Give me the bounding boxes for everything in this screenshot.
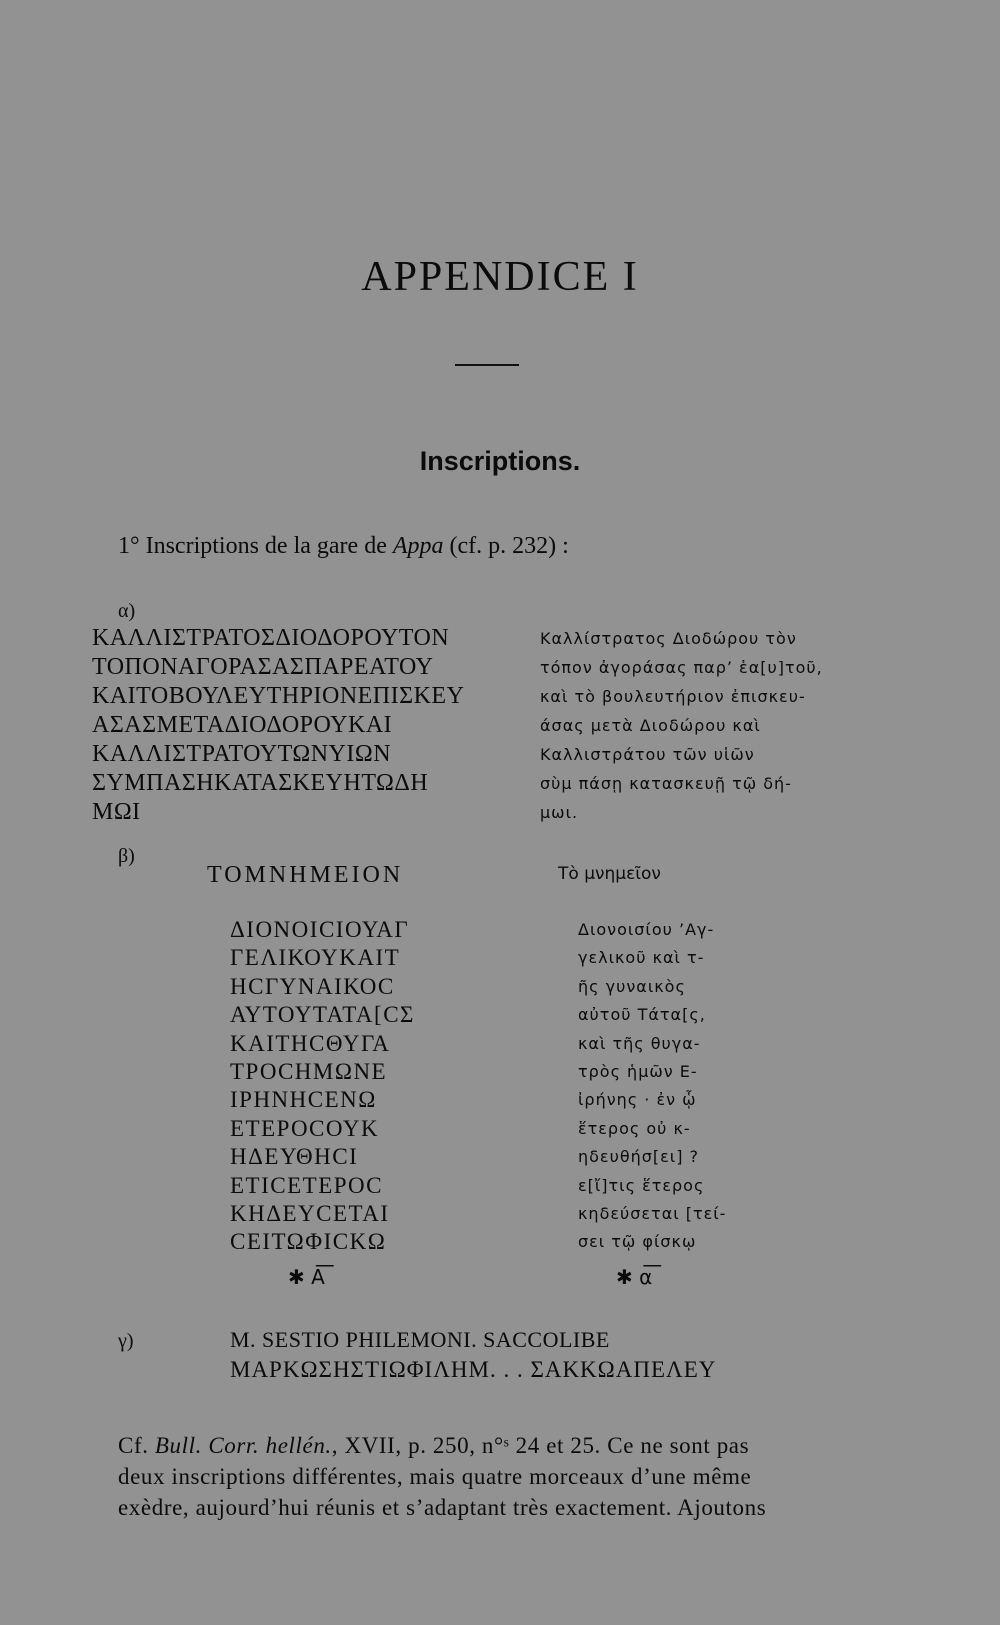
uncial-line: ΚΑΙΤΟΒΟΥΛΕΥΤΗΡΙΟΝΕΠΙΣΚΕΥ bbox=[92, 683, 465, 709]
uncial-line: ΑΣΑΣΜΕΤΑΔΙΟΔΟΡΟΥΚΑΙ bbox=[92, 712, 393, 738]
transcription-line: ἰρήνης · ἐν ᾧ bbox=[578, 1090, 697, 1110]
journal-title: Bull. Corr. hellén. bbox=[154, 1433, 332, 1458]
alpha-uncial-text bbox=[92, 624, 464, 827]
commentary-line-1 bbox=[118, 1430, 885, 1461]
uncial-line: ΓΕΛΙΚΟΥΚΑΙΤ bbox=[230, 945, 401, 971]
transcription-line: Καλλίστρατος Διοδώρου τὸν bbox=[540, 629, 797, 648]
beta-label: β) bbox=[118, 845, 135, 867]
transcription-line: Διονοισίου ’Αγ- bbox=[578, 920, 715, 939]
uncial-line: ΚΗΔΕΥϹΕΤΑΙ bbox=[230, 1200, 390, 1226]
transcription-line: ε[ἴ]τις ἕτερος bbox=[578, 1175, 705, 1195]
beta-heading: ΤΟΜΝΗΜΕΙΟΝ bbox=[207, 862, 404, 888]
beta-footer-transcription: ✱ α͞ bbox=[616, 1265, 653, 1289]
transcription-line: καὶ τῆς θυγα- bbox=[578, 1033, 701, 1053]
uncial-line: ΔΙΟΝΟΙϹΙΟΥΑΓ bbox=[230, 917, 410, 942]
transcription-line: τόπον ἀγοράσας παρ’ ἑα[υ]τοῦ, bbox=[540, 658, 823, 677]
transcription-line: τρὸς ἡμῶν Ε- bbox=[578, 1061, 698, 1081]
uncial-line: ΤΡΟϹΗΜΩΝΕ bbox=[230, 1058, 388, 1084]
uncial-line: ΣΥΜΠΑΣΗΚΑΤΑΣΚΕΥΗΤΩΔΗ bbox=[92, 770, 429, 796]
transcription-line: ἕτερος οὐ κ- bbox=[578, 1118, 691, 1138]
transcription-line: μωι. bbox=[540, 803, 579, 822]
commentary-line-3: exèdre, aujourd’hui réunis et s’adaptant très exactement. Ajoutons bbox=[118, 1495, 767, 1520]
commentary-paragraph bbox=[118, 1430, 885, 1523]
transcription-line: γελικοῦ καὶ τ- bbox=[578, 948, 705, 968]
uncial-line: ΙΡΗΝΗϹΕΝΩ bbox=[230, 1087, 377, 1113]
uncial-line: ΕΤΕΡΟϹΟΥΚ bbox=[230, 1115, 380, 1141]
uncial-line: ΚΑΛΛΙΣΤΡΑΤΟΣΔΙΟΔΟΡΟΥΤΟΝ bbox=[92, 625, 450, 651]
reference-text: , XVII, p. 250, n°ˢ 24 et 25. Ce ne sont pas bbox=[331, 1433, 750, 1458]
uncial-line: ΗϹΓΥΝΑΙΚΟϹ bbox=[230, 973, 395, 999]
commentary-line-2: deux inscriptions différentes, mais quatre morceaux d’une même bbox=[118, 1464, 752, 1489]
page-title: APPENDICE I bbox=[361, 254, 639, 300]
uncial-line: ΗΔΕΥΘΗϹΙ bbox=[230, 1144, 359, 1170]
transcription-line: άσας μετὰ Διοδώρου καὶ bbox=[540, 716, 761, 735]
alpha-transcription bbox=[540, 624, 823, 827]
intro-line bbox=[118, 533, 569, 560]
gamma-latin-line: M. SESTIO PHILEMONI. SACCOLIBE bbox=[230, 1327, 610, 1352]
alpha-label: α) bbox=[118, 600, 136, 622]
transcription-line: σει τῷ φίσκῳ bbox=[578, 1232, 697, 1252]
section-subtitle: Inscriptions. bbox=[419, 446, 581, 476]
transcription-line: καὶ τὸ βουλευτήριον ἐπισκευ- bbox=[540, 687, 806, 706]
beta-uncial-text bbox=[230, 916, 415, 1257]
beta-transcription bbox=[578, 916, 726, 1257]
transcription-line: αὐτοῦ Τάτα[ς, bbox=[578, 1005, 706, 1025]
gamma-greek-line: ΜΑΡΚΩΣΗΣΤΙΩΦΙΛΗΜ. . . ΣΑΚΚΩΑΠΕΛΕΥ bbox=[230, 1357, 717, 1382]
uncial-line: ΜΩΙ bbox=[92, 799, 141, 825]
transcription-line: Καλλιστράτου τῶν υἱῶν bbox=[540, 745, 755, 764]
transcription-line: σὺμ πάσῃ κατασκευῇ τῷ δή- bbox=[540, 774, 792, 793]
cf-label: Cf. bbox=[118, 1433, 155, 1458]
uncial-line: ΚΑΙΤΗϹΘΥΓΑ bbox=[230, 1030, 391, 1056]
transcription-line: ηδευθήσ[ει] ? bbox=[578, 1147, 700, 1167]
uncial-line: ΚΑΛΛΙΣΤΡΑΤΟΥΤΩΝΥΙΩΝ bbox=[92, 741, 392, 767]
uncial-line: ΕΤΙϹΕΤΕΡΟϹ bbox=[230, 1172, 383, 1198]
intro-prefix: 1° Inscriptions de la gare de bbox=[118, 533, 393, 559]
intro-suffix: (cf. p. 232) : bbox=[443, 533, 569, 559]
intro-place: Appa bbox=[392, 533, 444, 559]
title-divider bbox=[455, 364, 519, 366]
beta-heading-transcription: Τὸ μνημεῖον bbox=[558, 864, 661, 884]
transcription-line: ῆς γυναικὸς bbox=[578, 976, 686, 996]
beta-footer-uncial: ✱ Α͞ bbox=[288, 1265, 325, 1289]
uncial-line: ϹΕΙΤΩΦΙϹΚΩ bbox=[230, 1229, 387, 1255]
uncial-line: ΤΟΠΟΝΑΓΟΡΑΣΑΣΠΑΡΕΑΤΟΥ bbox=[92, 654, 434, 680]
uncial-line: ΑΥΤΟΥΤΑΤΑ[ϹΣ bbox=[230, 1002, 415, 1028]
gamma-label: γ) bbox=[118, 1330, 134, 1352]
transcription-line: κηδεύσεται [τεί- bbox=[578, 1203, 727, 1223]
